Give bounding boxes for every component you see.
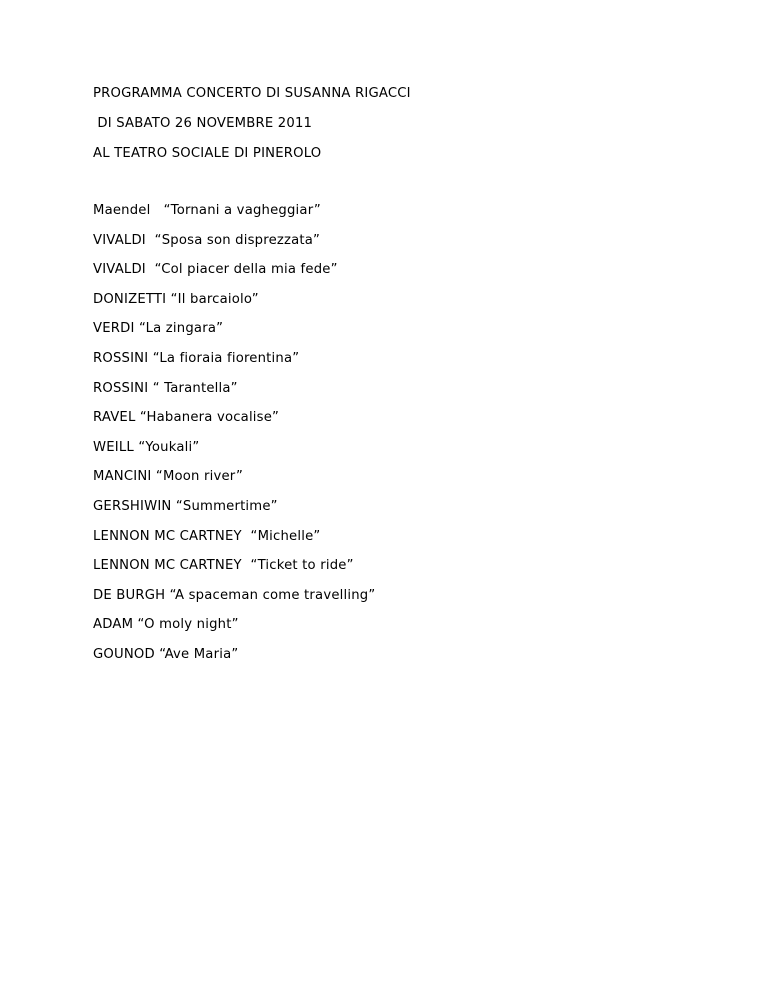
program-item: VIVALDI “Sposa son disprezzata” [93, 232, 321, 248]
concert-header [93, 86, 693, 176]
program-item: VIVALDI “Col piacer della mia fede” [93, 262, 338, 278]
header-title: PROGRAMMA CONCERTO DI SUSANNA RIGACCI [93, 86, 411, 101]
program-item: LENNON MC CARTNEY “Ticket to ride” [93, 558, 354, 574]
program-item: VERDI “La zingara” [93, 321, 224, 337]
program-item: MANCINI “Moon river” [93, 469, 244, 485]
program-item: DE BURGH “A spaceman come travelling” [93, 587, 376, 603]
program-item: GOUNOD “Ave Maria” [93, 646, 239, 662]
program-item: ROSSINI “ Tarantella” [93, 380, 238, 396]
program-list [93, 203, 693, 677]
program-item: RAVEL “Habanera vocalise” [93, 410, 280, 426]
program-item: ADAM “O moly night” [93, 617, 239, 633]
header-date: DI SABATO 26 NOVEMBRE 2011 [93, 116, 313, 131]
program-item: GERSHIWIN “Summertime” [93, 498, 278, 514]
program-item: ROSSINI “La fioraia fiorentina” [93, 350, 300, 366]
program-item: LENNON MC CARTNEY “Michelle” [93, 528, 321, 544]
header-venue: AL TEATRO SOCIALE DI PINEROLO [93, 146, 322, 161]
program-item: DONIZETTI “Il barcaiolo” [93, 291, 259, 307]
program-item: WEILL “Youkali” [93, 439, 200, 455]
program-item: Maendel “Tornani a vagheggiar” [93, 203, 321, 218]
